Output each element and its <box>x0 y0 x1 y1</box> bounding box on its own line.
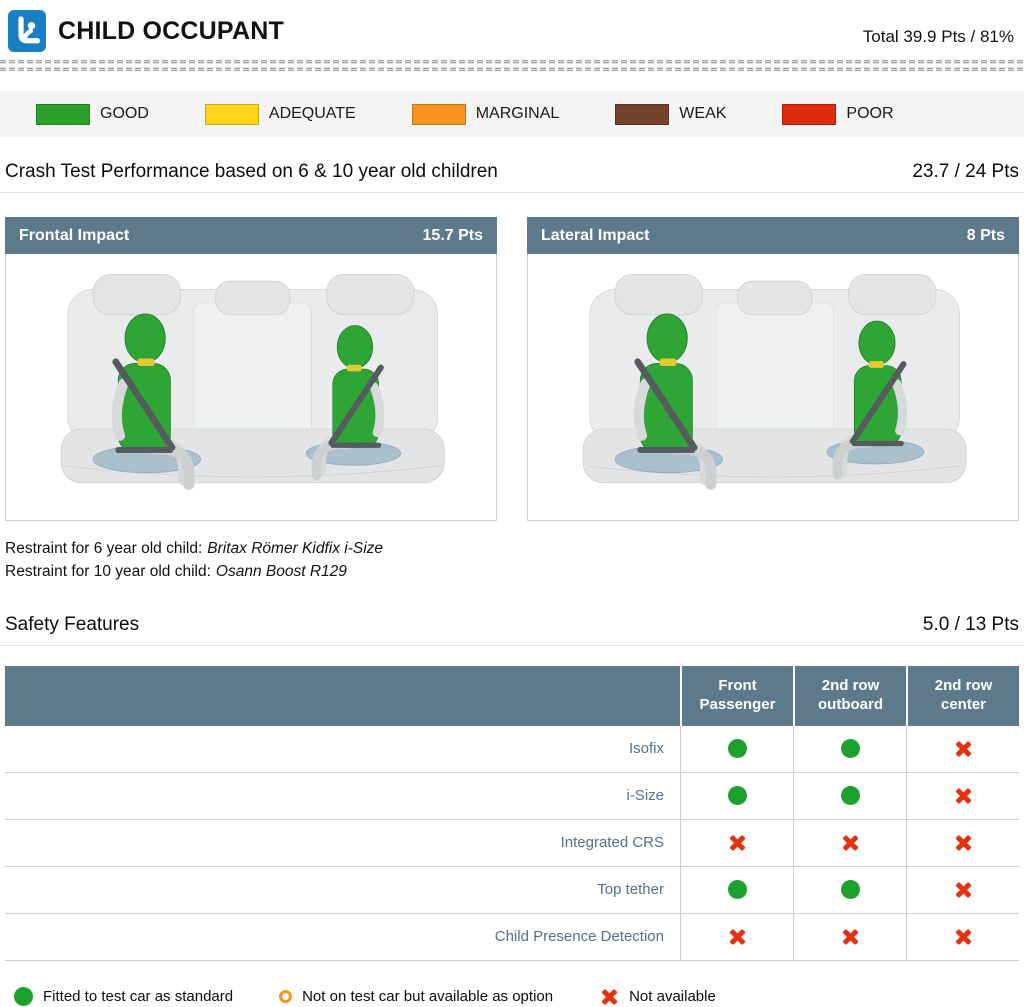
not-available-icon <box>953 880 973 900</box>
table-row <box>5 914 1019 961</box>
not-available-icon <box>953 786 973 806</box>
frontal-impact-panel <box>5 217 497 521</box>
fitted-standard-icon <box>841 880 860 899</box>
status-cell <box>906 773 1019 819</box>
fitted-standard-icon <box>728 786 747 805</box>
status-legend-item <box>14 987 233 1006</box>
hatched-divider <box>0 60 1024 71</box>
not-available-icon <box>727 833 747 853</box>
status-legend <box>14 987 1024 1007</box>
frontal-impact-title: Frontal Impact <box>19 226 130 244</box>
optional-icon <box>279 990 292 1003</box>
status-legend-label: Fitted to test car as standard <box>43 988 234 1005</box>
safety-features-table <box>5 666 1019 961</box>
restraint-6yo-value: Britax Römer Kidfix i-Size <box>207 540 384 557</box>
adequate-swatch <box>205 104 259 125</box>
not-available-icon <box>953 927 973 947</box>
status-cell <box>793 867 906 913</box>
status-cell <box>680 820 793 866</box>
not-available-icon <box>840 927 860 947</box>
rating-legend-label: WEAK <box>679 105 727 122</box>
lateral-impact-score: 8 Pts <box>966 226 1005 244</box>
rating-legend-item <box>615 104 726 125</box>
restraint-info <box>5 537 1019 584</box>
status-cell <box>680 773 793 819</box>
crash-test-heading <box>0 161 1024 193</box>
table-row <box>5 820 1019 867</box>
rating-legend-item <box>36 104 149 125</box>
column-header: 2nd row center <box>906 666 1019 726</box>
lateral-impact-image <box>528 254 1018 520</box>
fitted-standard-icon <box>841 786 860 805</box>
column-header: Front Passenger <box>680 666 793 726</box>
safety-features-heading <box>0 614 1024 646</box>
status-legend-item <box>599 987 716 1007</box>
impact-panels <box>5 217 1019 521</box>
table-corner-cell <box>5 666 680 726</box>
status-cell <box>793 773 906 819</box>
restraint-10yo-label: Restraint for 10 year old child: <box>5 563 211 581</box>
feature-label: Isofix <box>628 740 664 757</box>
restraint-10yo <box>5 560 1019 583</box>
safety-table-body <box>5 726 1019 961</box>
total-score: Total 39.9 Pts / 81% <box>862 27 1014 46</box>
rating-legend-label: POOR <box>846 105 894 122</box>
status-cell <box>793 726 906 772</box>
frontal-impact-score: 15.7 Pts <box>422 226 483 244</box>
fitted-standard-icon <box>728 880 747 899</box>
status-legend-label: Not available <box>629 988 716 1005</box>
fitted-standard-icon <box>14 987 33 1006</box>
feature-label: Top tether <box>597 881 664 898</box>
status-cell <box>793 914 906 960</box>
feature-label: i-Size <box>626 787 664 804</box>
fitted-standard-icon <box>841 739 860 758</box>
rating-legend-item <box>412 104 560 125</box>
restraint-6yo <box>5 537 1019 560</box>
status-cell <box>906 867 1019 913</box>
lateral-impact-panel <box>527 217 1019 521</box>
crash-test-score: 23.7 / 24 Pts <box>912 161 1019 182</box>
status-legend-item <box>279 988 553 1005</box>
rating-legend-label: GOOD <box>100 105 149 122</box>
lateral-impact-header <box>527 217 1019 254</box>
restraint-6yo-label: Restraint for 6 year old child: <box>5 540 203 557</box>
frontal-impact-header <box>5 217 497 254</box>
status-cell <box>906 914 1019 960</box>
good-swatch <box>36 104 90 125</box>
restraint-10yo-value: Osann Boost R129 <box>215 563 347 581</box>
column-header: 2nd row outboard <box>793 666 906 726</box>
rating-legend-label: MARGINAL <box>475 105 560 122</box>
status-legend-label: Not on test car but available as option <box>302 988 554 1005</box>
safety-features-title: Safety Features <box>5 613 140 635</box>
status-cell <box>680 914 793 960</box>
status-cell <box>793 820 906 866</box>
rating-legend-label: ADEQUATE <box>268 105 356 122</box>
page-header <box>0 0 1024 58</box>
table-row <box>5 867 1019 914</box>
status-cell <box>680 726 793 772</box>
status-cell <box>680 867 793 913</box>
status-cell <box>906 726 1019 772</box>
marginal-swatch <box>412 104 466 125</box>
not-available-icon <box>599 987 619 1007</box>
not-available-icon <box>727 927 747 947</box>
rating-legend-item <box>782 104 893 125</box>
page-title: CHILD OCCUPANT <box>58 16 284 45</box>
crash-test-title: Crash Test Performance based on 6 & 10 year old children <box>5 161 498 182</box>
poor-swatch <box>782 104 836 125</box>
not-available-icon <box>953 833 973 853</box>
feature-label: Child Presence Detection <box>494 928 664 945</box>
table-row <box>5 773 1019 820</box>
not-available-icon <box>840 833 860 853</box>
safety-features-score: 5.0 / 13 Pts <box>922 613 1019 635</box>
rating-legend-item <box>205 104 356 125</box>
feature-label: Integrated CRS <box>560 834 664 851</box>
not-available-icon <box>953 739 973 759</box>
safety-table-header-row <box>5 666 1019 726</box>
fitted-standard-icon <box>728 739 747 758</box>
table-row <box>5 726 1019 773</box>
rating-legend <box>0 91 1024 137</box>
lateral-impact-title: Lateral Impact <box>541 226 650 244</box>
status-cell <box>906 820 1019 866</box>
frontal-impact-image <box>6 254 496 520</box>
child-seat-icon <box>8 10 46 52</box>
weak-swatch <box>615 104 669 125</box>
